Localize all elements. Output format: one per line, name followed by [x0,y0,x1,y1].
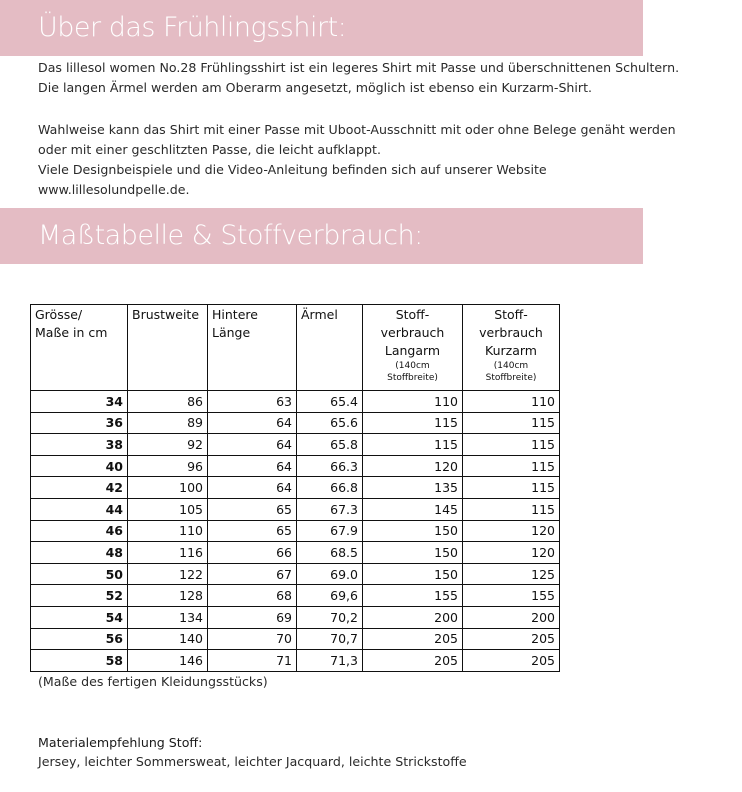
value-cell: 150 [363,520,463,542]
size-cell: 40 [31,455,128,477]
value-cell: 92 [128,434,208,456]
table-row [31,628,560,650]
value-cell: 69 [208,606,297,628]
material-text: Jersey, leichter Sommersweat, leichter Jacquard, leichte Strickstoffe [38,754,467,769]
value-cell: 115 [463,455,560,477]
value-cell: 68.5 [297,542,363,564]
table-row [31,498,560,520]
text-line: Viele Designbeispiele und die Video-Anleitung befinden sich auf unserer Website [38,162,547,177]
table-header-row [31,305,560,391]
header-back-length: Hintere Länge [208,305,297,391]
value-cell: 67.9 [297,520,363,542]
size-cell: 36 [31,412,128,434]
table-row [31,520,560,542]
value-cell: 66.8 [297,477,363,499]
section-title-about: Über das Frühlingsshirt: [38,12,347,43]
value-cell: 122 [128,563,208,585]
size-cell: 54 [31,606,128,628]
value-cell: 110 [463,391,560,413]
text-line: Die langen Ärmel werden am Oberarm angesetzt, möglich ist ebenso ein Kurzarm-Shirt. [38,80,593,95]
value-cell: 205 [363,628,463,650]
value-cell: 150 [363,563,463,585]
text-line: Wahlweise kann das Shirt mit einer Passe mit Uboot-Ausschnitt mit oder ohne Belege genäht werden [38,122,676,137]
value-cell: 105 [128,498,208,520]
value-cell: 68 [208,585,297,607]
value-cell: 200 [363,606,463,628]
value-cell: 86 [128,391,208,413]
value-cell: 134 [128,606,208,628]
value-cell: 100 [128,477,208,499]
value-cell: 110 [363,391,463,413]
table-row [31,412,560,434]
table-row [31,650,560,672]
value-cell: 205 [463,650,560,672]
table-row [31,563,560,585]
value-cell: 135 [363,477,463,499]
value-cell: 63 [208,391,297,413]
value-cell: 115 [463,434,560,456]
section-banner-size-chart [0,208,643,264]
value-cell: 71,3 [297,650,363,672]
value-cell: 66.3 [297,455,363,477]
table-row [31,477,560,499]
size-cell: 38 [31,434,128,456]
table-row [31,606,560,628]
text-line: Das lillesol women No.28 Frühlingsshirt ist ein legeres Shirt mit Passe und überschnittenen Schultern. [38,60,680,75]
value-cell: 66 [208,542,297,564]
measurement-note: (Maße des fertigen Kleidungsstücks) [38,674,268,689]
size-cell: 44 [31,498,128,520]
value-cell: 70,2 [297,606,363,628]
value-cell: 67.3 [297,498,363,520]
value-cell: 155 [363,585,463,607]
value-cell: 146 [128,650,208,672]
value-cell: 64 [208,455,297,477]
value-cell: 115 [363,412,463,434]
value-cell: 71 [208,650,297,672]
size-cell: 48 [31,542,128,564]
size-cell: 52 [31,585,128,607]
value-cell: 69.0 [297,563,363,585]
value-cell: 145 [363,498,463,520]
material-title: Materialempfehlung Stoff: [38,735,203,750]
value-cell: 65 [208,498,297,520]
value-cell: 64 [208,412,297,434]
value-cell: 125 [463,563,560,585]
value-cell: 65.4 [297,391,363,413]
header-size: Grösse/ Maße in cm [31,305,128,391]
value-cell: 110 [128,520,208,542]
value-cell: 155 [463,585,560,607]
value-cell: 115 [463,498,560,520]
value-cell: 128 [128,585,208,607]
value-cell: 65.6 [297,412,363,434]
size-chart-table [30,304,560,672]
value-cell: 116 [128,542,208,564]
size-cell: 42 [31,477,128,499]
value-cell: 115 [463,477,560,499]
value-cell: 150 [363,542,463,564]
value-cell: 205 [363,650,463,672]
table-body [31,391,560,672]
value-cell: 200 [463,606,560,628]
header-chest: Brustweite [128,305,208,391]
text-line: www.lillesolundpelle.de. [38,182,190,197]
table-row [31,455,560,477]
section-title-size-chart: Maßtabelle & Stoffverbrauch: [38,220,423,251]
fabric-width-note: (140cm Stoffbreite) [485,361,537,383]
value-cell: 205 [463,628,560,650]
size-cell: 46 [31,520,128,542]
value-cell: 64 [208,477,297,499]
value-cell: 67 [208,563,297,585]
description-paragraph-2 [38,120,738,200]
header-sleeve: Ärmel [297,305,363,391]
section-banner-about [0,0,643,56]
header-fabric-short: Stoff- verbrauch Kurzarm (140cm Stoffbreite) [463,305,560,391]
value-cell: 70,7 [297,628,363,650]
value-cell: 69,6 [297,585,363,607]
value-cell: 96 [128,455,208,477]
description-paragraph-1 [38,58,738,98]
value-cell: 120 [463,520,560,542]
table-row [31,391,560,413]
value-cell: 120 [463,542,560,564]
fabric-width-note: (140cm Stoffbreite) [387,361,438,383]
header-fabric-long: Stoff- verbrauch Langarm (140cm Stoffbreite) [363,305,463,391]
value-cell: 64 [208,434,297,456]
value-cell: 120 [363,455,463,477]
value-cell: 115 [463,412,560,434]
table-row [31,542,560,564]
text-line: oder mit einer geschlitzten Passe, die leicht aufklappt. [38,142,381,157]
value-cell: 140 [128,628,208,650]
value-cell: 115 [363,434,463,456]
size-cell: 56 [31,628,128,650]
value-cell: 70 [208,628,297,650]
value-cell: 65.8 [297,434,363,456]
table-row [31,585,560,607]
size-cell: 34 [31,391,128,413]
value-cell: 89 [128,412,208,434]
size-cell: 58 [31,650,128,672]
value-cell: 65 [208,520,297,542]
size-cell: 50 [31,563,128,585]
table-row [31,434,560,456]
